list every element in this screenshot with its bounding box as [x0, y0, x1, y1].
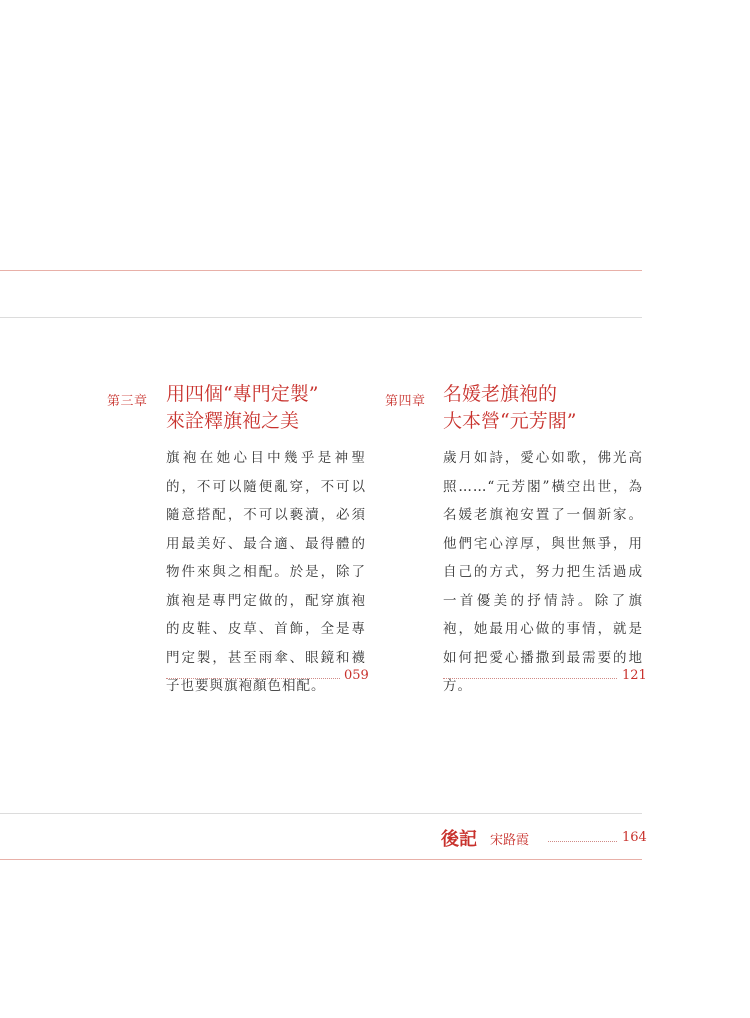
top-red-rule — [0, 270, 642, 271]
bottom-red-rule — [0, 859, 642, 860]
page-number[interactable]: 121 — [622, 668, 647, 683]
chapter-title-line: 用四個“專門定製” — [166, 383, 319, 405]
toc-leader-dots — [548, 841, 617, 842]
chapter-summary: 旗袍在她心目中幾乎是神聖的，不可以隨便亂穿，不可以隨意搭配，不可以褻瀆，必須用最美好、最合適、最得體的物件來與之相配。於是，除了旗袍是專門定做的，配穿旗袍的皮鞋、皮草、首飾，全是專門定製，甚至雨傘、眼鏡和襪子也要與旗袍顏色相配。 — [166, 450, 366, 694]
chapter-summary: 歲月如詩，愛心如歌，佛光高照……“元芳閣”橫空出世，為名媛老旗袍安置了一個新家。他們宅心淳厚，與世無爭，用自己的方式，努力把生活過成一首優美的抒情詩。除了旗袍，她最用心做的事情，就是如何把愛心播撒到最需要的地方。 — [443, 450, 643, 694]
page-number[interactable]: 059 — [344, 668, 369, 683]
afterword-title: 後記 — [441, 829, 477, 850]
page-number[interactable]: 164 — [622, 830, 647, 845]
chapter-title-line: 名媛老旗袍的 — [443, 383, 558, 405]
toc-leader-dots — [166, 678, 340, 679]
bottom-gray-rule — [0, 813, 642, 814]
afterword-author: 宋路霞 — [490, 833, 530, 848]
top-gray-rule — [0, 317, 642, 318]
chapter-title-line: 來詮釋旗袍之美 — [166, 410, 300, 432]
toc-leader-dots — [443, 678, 617, 679]
chapter-title-line: 大本營“元芳閣” — [443, 410, 577, 432]
chapter-label: 第四章 — [385, 394, 426, 409]
chapter-label: 第三章 — [107, 394, 148, 409]
